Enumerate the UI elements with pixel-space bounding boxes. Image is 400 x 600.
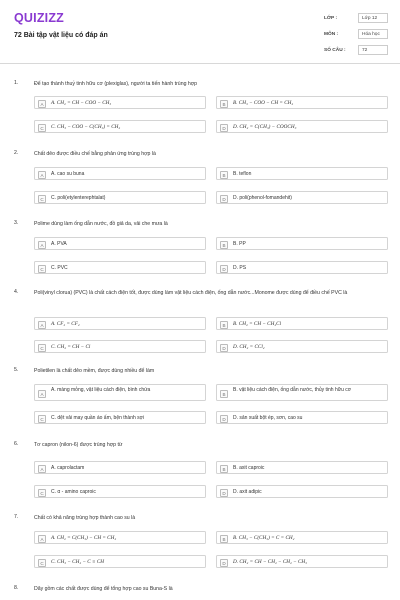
option-text: A. cao su buna [51, 171, 85, 177]
option-text: A. caprolactam [51, 465, 85, 471]
option-text: D. CH₂ = CH − CH₂ − CH₂ − CH₃ [233, 559, 307, 565]
option-d[interactable] [216, 411, 388, 424]
option-d[interactable] [216, 261, 388, 274]
option-letter: A [38, 390, 46, 398]
option-letter: D [220, 489, 228, 497]
grade-label: LỚP : [324, 16, 338, 21]
question-text: Polietilen là chất dẻo mềm, được dùng nhiều để làm [34, 368, 155, 374]
worksheet-header [0, 0, 400, 64]
option-d[interactable] [216, 191, 388, 204]
question-number: 6. [14, 441, 19, 447]
option-text: C. CH₂ = CH − Cl [51, 344, 91, 350]
option-letter: B [220, 535, 228, 543]
option-letter: B [220, 465, 228, 473]
option-text: A. CF₂ = CF₂ [51, 321, 80, 327]
option-a[interactable] [34, 384, 206, 401]
option-letter: D [220, 124, 228, 132]
option-letter: D [220, 344, 228, 352]
option-letter: B [220, 171, 228, 179]
option-c[interactable] [34, 555, 206, 568]
option-b[interactable] [216, 461, 388, 474]
question-text: Chất dẻo được điều chế bằng phản ứng trùng hợp là [34, 151, 156, 157]
option-b[interactable] [216, 384, 388, 401]
option-a[interactable] [34, 237, 206, 250]
option-letter: C [38, 415, 46, 423]
option-letter: A [38, 535, 46, 543]
question-text: Để tạo thành thuỷ tinh hữu cơ (plexiglas), người ta tiến hành trùng hợp [34, 81, 198, 87]
option-letter: C [38, 195, 46, 203]
option-letter: D [220, 195, 228, 203]
option-text: D. CH₂ = CCl₂ [233, 344, 265, 350]
option-text: B. vật liệu cách điện, ống dẫn nước, thủy tinh hữu cơ [233, 386, 352, 393]
question-count-value: 72 [358, 45, 388, 55]
option-text: D. PS [233, 265, 247, 271]
option-text: D. CH₂ = C(CH₃) − COOCH₃ [233, 124, 297, 130]
option-text: C. dệt vải may quần áo ấm, bện thành sợi [51, 415, 145, 421]
option-c[interactable] [34, 120, 206, 133]
option-letter: C [38, 265, 46, 273]
option-text: D. axit adipic [233, 489, 262, 495]
option-text: A. PVA [51, 241, 67, 247]
option-a[interactable] [34, 531, 206, 544]
question-number: 1. [14, 80, 19, 86]
option-text: B. CH₂ = CH − CH₂Cl [233, 321, 282, 327]
option-letter: A [38, 321, 46, 329]
question-number: 5. [14, 367, 19, 373]
option-c[interactable] [34, 261, 206, 274]
question-text: Tơ capron (nilon-6) được trùng hợp từ [34, 442, 123, 448]
option-d[interactable] [216, 555, 388, 568]
subject-value: Hóa học [358, 29, 388, 39]
option-letter: B [220, 100, 228, 108]
worksheet-title: 72 Bài tập vật liệu có đáp án [14, 32, 108, 39]
option-letter: A [38, 100, 46, 108]
question-text: Poli(vinyl clorua) (PVC) là chất cách điện tốt, được dùng làm vật liệu cách điện, ống dẫn nước...Monome được dùng để điều chế PVC là [34, 290, 348, 296]
option-text: A. CH₂ = C(CH₃) − CH = CH₂ [51, 535, 117, 541]
option-text: C. poli(etylenterephtalat) [51, 195, 106, 201]
option-b[interactable] [216, 531, 388, 544]
option-letter: A [38, 171, 46, 179]
option-b[interactable] [216, 317, 388, 330]
question-count-label: SỐ CÂU : [324, 48, 346, 53]
option-text: A. CH₂ = CH − COO − CH₃ [51, 100, 112, 106]
option-c[interactable] [34, 485, 206, 498]
question-number: 8. [14, 585, 19, 591]
option-a[interactable] [34, 96, 206, 109]
option-text: C. CH₃ − COO − C(CH₃) = CH₂ [51, 124, 121, 130]
option-c[interactable] [34, 411, 206, 424]
option-letter: B [220, 241, 228, 249]
option-letter: C [38, 124, 46, 132]
option-letter: D [220, 559, 228, 567]
option-b[interactable] [216, 167, 388, 180]
question-number: 2. [14, 150, 19, 156]
option-letter: B [220, 390, 228, 398]
option-letter: C [38, 489, 46, 497]
option-text: B. axit caproic [233, 465, 265, 471]
option-b[interactable] [216, 96, 388, 109]
option-letter: D [220, 415, 228, 423]
option-text: C. α - amino caproic [51, 489, 96, 495]
option-text: C. PVC [51, 265, 68, 271]
option-text: B. CH₃ − C(CH₃) = C = CH₂ [233, 535, 295, 541]
option-d[interactable] [216, 485, 388, 498]
option-letter: D [220, 265, 228, 273]
question-text: Dãy gồm các chất được dùng để tổng hợp cao su Buna-S là [34, 586, 173, 592]
option-text: B. CH₃ − COO − CH = CH₂ [233, 100, 294, 106]
option-text: D. poli(phenol-fomandehit) [233, 195, 292, 201]
question-number: 4. [14, 289, 19, 295]
question-text: Polime dùng làm ống dẫn nước, đồ giả da, vải che mưa là [34, 221, 168, 227]
subject-label: MÔN : [324, 32, 339, 37]
option-letter: A [38, 241, 46, 249]
option-a[interactable] [34, 317, 206, 330]
option-letter: B [220, 321, 228, 329]
option-c[interactable] [34, 340, 206, 353]
option-b[interactable] [216, 237, 388, 250]
option-text: B. teflon [233, 171, 252, 177]
option-letter: C [38, 344, 46, 352]
option-text: A. màng mỏng, vật liệu cách điện, bình chứa [51, 386, 151, 393]
option-d[interactable] [216, 340, 388, 353]
option-letter: A [38, 465, 46, 473]
option-c[interactable] [34, 191, 206, 204]
question-text: Chất có khả năng trùng hợp thành cao su là [34, 515, 136, 521]
quizizz-logo: QUIZIZZ [14, 11, 65, 25]
question-number: 7. [14, 514, 19, 520]
option-d[interactable] [216, 120, 388, 133]
option-text: C. CH₃ − CH₂ − C ≡ CH [51, 559, 105, 565]
grade-value: Lớp 12 [358, 13, 388, 23]
option-letter: C [38, 559, 46, 567]
option-text: D. sản xuất bột ép, sơn, cao su [233, 415, 303, 421]
option-a[interactable] [34, 167, 206, 180]
question-number: 3. [14, 220, 19, 226]
option-text: B. PP [233, 241, 246, 247]
option-a[interactable] [34, 461, 206, 474]
